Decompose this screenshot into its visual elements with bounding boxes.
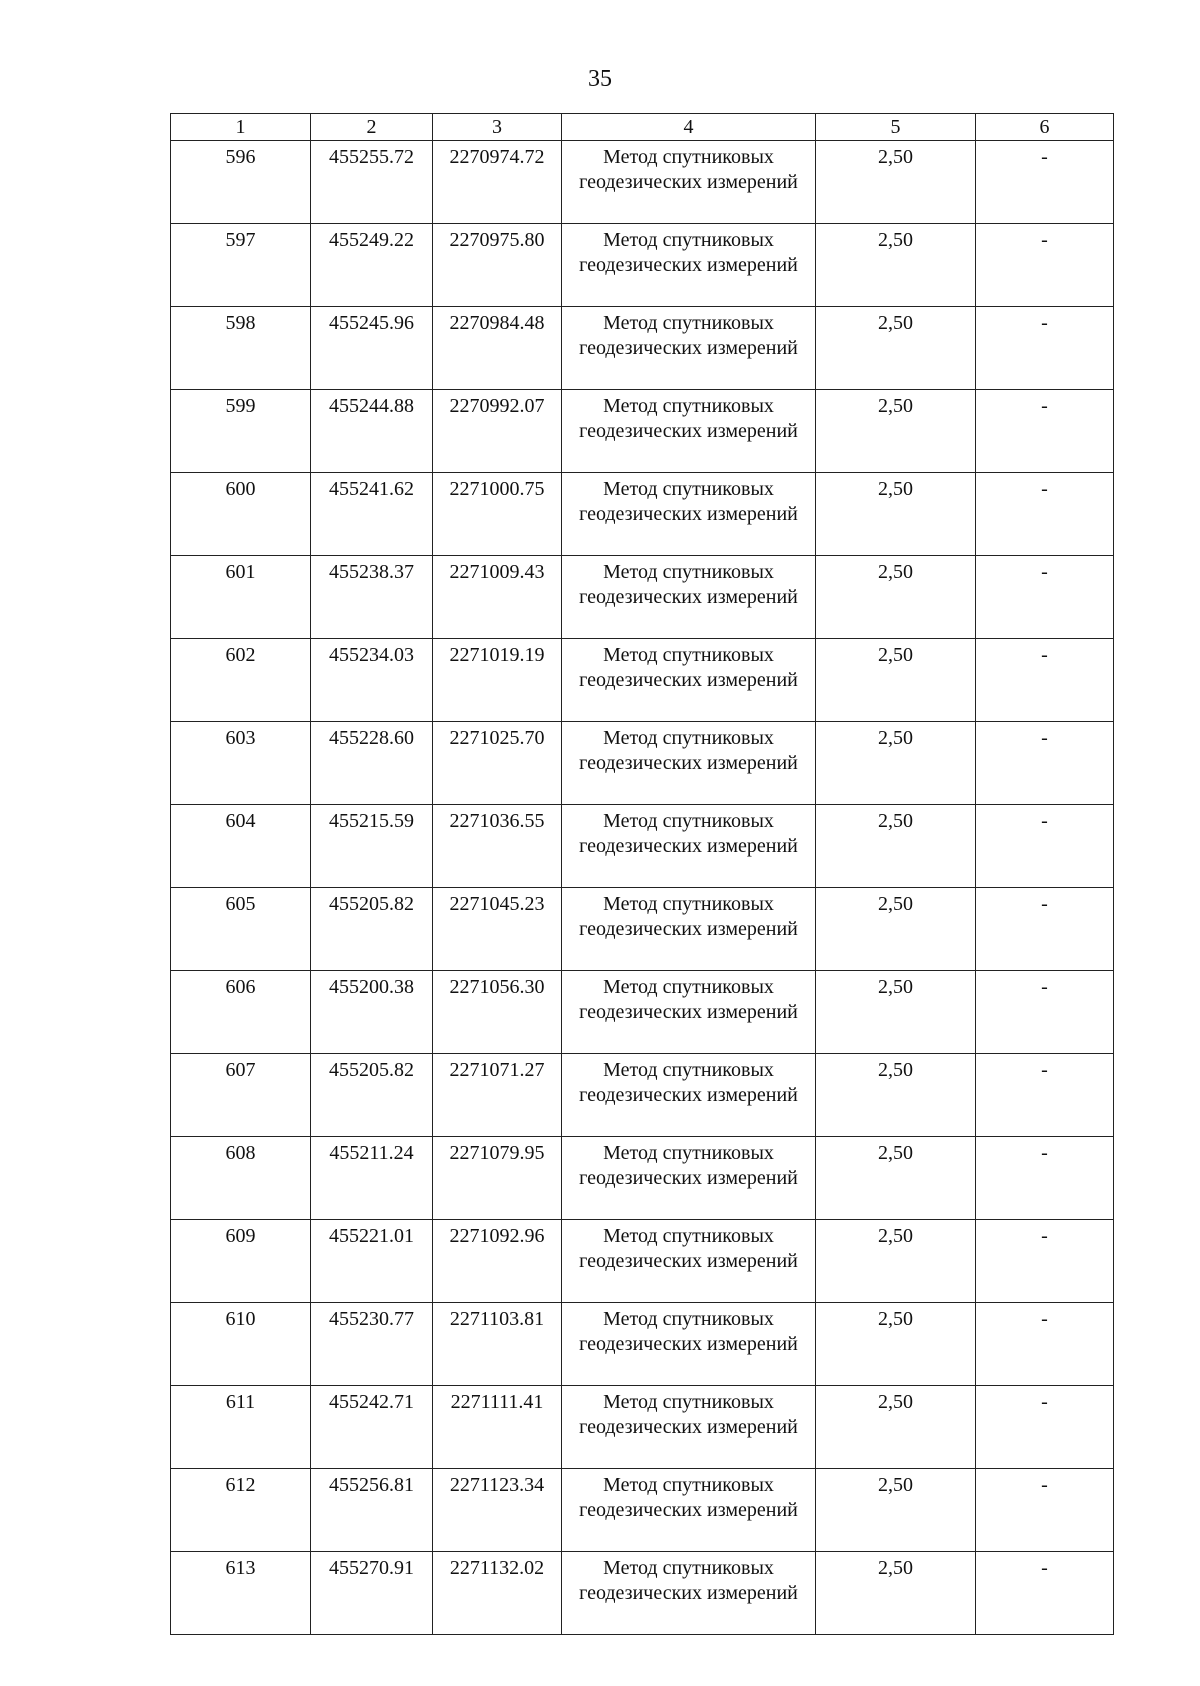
note-cell: - — [976, 1303, 1114, 1386]
point-number-cell: 612 — [171, 1469, 311, 1552]
x-coordinate-cell: 455200.38 — [311, 971, 433, 1054]
accuracy-cell: 2,50 — [816, 1469, 976, 1552]
method-cell: Метод спутниковых геодезических измерений — [562, 888, 816, 971]
y-coordinate-cell: 2271071.27 — [433, 1054, 562, 1137]
method-cell: Метод спутниковых геодезических измерений — [562, 1137, 816, 1220]
table-row — [171, 1054, 1114, 1137]
table-row — [171, 1220, 1114, 1303]
x-coordinate-cell: 455241.62 — [311, 473, 433, 556]
y-coordinate-cell: 2271123.34 — [433, 1469, 562, 1552]
point-number-cell: 605 — [171, 888, 311, 971]
method-cell: Метод спутниковых геодезических измерений — [562, 971, 816, 1054]
y-coordinate-cell: 2271000.75 — [433, 473, 562, 556]
method-cell: Метод спутниковых геодезических измерений — [562, 1386, 816, 1469]
table-row — [171, 1303, 1114, 1386]
method-cell: Метод спутниковых геодезических измерений — [562, 1552, 816, 1635]
header-cell-2: 2 — [311, 114, 433, 141]
method-cell: Метод спутниковых геодезических измерений — [562, 307, 816, 390]
method-cell: Метод спутниковых геодезических измерений — [562, 224, 816, 307]
x-coordinate-cell: 455256.81 — [311, 1469, 433, 1552]
method-cell: Метод спутниковых геодезических измерений — [562, 639, 816, 722]
y-coordinate-cell: 2270975.80 — [433, 224, 562, 307]
note-cell: - — [976, 556, 1114, 639]
y-coordinate-cell: 2270974.72 — [433, 141, 562, 224]
note-cell: - — [976, 1552, 1114, 1635]
x-coordinate-cell: 455270.91 — [311, 1552, 433, 1635]
method-cell: Метод спутниковых геодезических измерений — [562, 1303, 816, 1386]
table-row — [171, 722, 1114, 805]
coordinates-table — [170, 113, 1114, 1635]
table-row — [171, 888, 1114, 971]
note-cell: - — [976, 1220, 1114, 1303]
accuracy-cell: 2,50 — [816, 1220, 976, 1303]
point-number-cell: 597 — [171, 224, 311, 307]
table-row — [171, 1137, 1114, 1220]
method-cell: Метод спутниковых геодезических измерений — [562, 556, 816, 639]
x-coordinate-cell: 455242.71 — [311, 1386, 433, 1469]
y-coordinate-cell: 2271025.70 — [433, 722, 562, 805]
accuracy-cell: 2,50 — [816, 1386, 976, 1469]
y-coordinate-cell: 2270984.48 — [433, 307, 562, 390]
y-coordinate-cell: 2271056.30 — [433, 971, 562, 1054]
accuracy-cell: 2,50 — [816, 639, 976, 722]
y-coordinate-cell: 2271036.55 — [433, 805, 562, 888]
y-coordinate-cell: 2271111.41 — [433, 1386, 562, 1469]
note-cell: - — [976, 141, 1114, 224]
x-coordinate-cell: 455221.01 — [311, 1220, 433, 1303]
point-number-cell: 613 — [171, 1552, 311, 1635]
header-cell-3: 3 — [433, 114, 562, 141]
table-row — [171, 805, 1114, 888]
note-cell: - — [976, 639, 1114, 722]
header-cell-1: 1 — [171, 114, 311, 141]
point-number-cell: 604 — [171, 805, 311, 888]
table-row — [171, 390, 1114, 473]
y-coordinate-cell: 2270992.07 — [433, 390, 562, 473]
x-coordinate-cell: 455228.60 — [311, 722, 433, 805]
point-number-cell: 600 — [171, 473, 311, 556]
point-number-cell: 608 — [171, 1137, 311, 1220]
method-cell: Метод спутниковых геодезических измерений — [562, 473, 816, 556]
note-cell: - — [976, 1469, 1114, 1552]
table-row — [171, 971, 1114, 1054]
point-number-cell: 599 — [171, 390, 311, 473]
x-coordinate-cell: 455249.22 — [311, 224, 433, 307]
y-coordinate-cell: 2271132.02 — [433, 1552, 562, 1635]
table-row — [171, 224, 1114, 307]
y-coordinate-cell: 2271092.96 — [433, 1220, 562, 1303]
x-coordinate-cell: 455234.03 — [311, 639, 433, 722]
method-cell: Метод спутниковых геодезических измерений — [562, 141, 816, 224]
x-coordinate-cell: 455211.24 — [311, 1137, 433, 1220]
accuracy-cell: 2,50 — [816, 971, 976, 1054]
x-coordinate-cell: 455244.88 — [311, 390, 433, 473]
method-cell: Метод спутниковых геодезических измерений — [562, 1220, 816, 1303]
x-coordinate-cell: 455255.72 — [311, 141, 433, 224]
note-cell: - — [976, 473, 1114, 556]
y-coordinate-cell: 2271103.81 — [433, 1303, 562, 1386]
table-row — [171, 556, 1114, 639]
table-row — [171, 473, 1114, 556]
table-row — [171, 1469, 1114, 1552]
note-cell: - — [976, 805, 1114, 888]
point-number-cell: 610 — [171, 1303, 311, 1386]
accuracy-cell: 2,50 — [816, 722, 976, 805]
y-coordinate-cell: 2271045.23 — [433, 888, 562, 971]
accuracy-cell: 2,50 — [816, 1552, 976, 1635]
table-row — [171, 1386, 1114, 1469]
note-cell: - — [976, 1054, 1114, 1137]
accuracy-cell: 2,50 — [816, 888, 976, 971]
note-cell: - — [976, 307, 1114, 390]
table-row — [171, 1552, 1114, 1635]
point-number-cell: 602 — [171, 639, 311, 722]
point-number-cell: 596 — [171, 141, 311, 224]
table-body — [171, 141, 1114, 1635]
accuracy-cell: 2,50 — [816, 473, 976, 556]
x-coordinate-cell: 455205.82 — [311, 888, 433, 971]
accuracy-cell: 2,50 — [816, 556, 976, 639]
x-coordinate-cell: 455215.59 — [311, 805, 433, 888]
table-row — [171, 307, 1114, 390]
header-cell-4: 4 — [562, 114, 816, 141]
method-cell: Метод спутниковых геодезических измерений — [562, 390, 816, 473]
y-coordinate-cell: 2271009.43 — [433, 556, 562, 639]
x-coordinate-cell: 455245.96 — [311, 307, 433, 390]
accuracy-cell: 2,50 — [816, 1303, 976, 1386]
note-cell: - — [976, 971, 1114, 1054]
table-row — [171, 639, 1114, 722]
table-header-row — [171, 114, 1114, 141]
point-number-cell: 609 — [171, 1220, 311, 1303]
point-number-cell: 601 — [171, 556, 311, 639]
point-number-cell: 606 — [171, 971, 311, 1054]
header-cell-6: 6 — [976, 114, 1114, 141]
method-cell: Метод спутниковых геодезических измерений — [562, 1054, 816, 1137]
accuracy-cell: 2,50 — [816, 307, 976, 390]
x-coordinate-cell: 455238.37 — [311, 556, 433, 639]
page-number: 35 — [588, 66, 612, 92]
accuracy-cell: 2,50 — [816, 1137, 976, 1220]
note-cell: - — [976, 1137, 1114, 1220]
accuracy-cell: 2,50 — [816, 224, 976, 307]
method-cell: Метод спутниковых геодезических измерений — [562, 805, 816, 888]
note-cell: - — [976, 1386, 1114, 1469]
accuracy-cell: 2,50 — [816, 390, 976, 473]
accuracy-cell: 2,50 — [816, 141, 976, 224]
x-coordinate-cell: 455205.82 — [311, 1054, 433, 1137]
note-cell: - — [976, 390, 1114, 473]
note-cell: - — [976, 722, 1114, 805]
point-number-cell: 603 — [171, 722, 311, 805]
method-cell: Метод спутниковых геодезических измерений — [562, 1469, 816, 1552]
note-cell: - — [976, 224, 1114, 307]
accuracy-cell: 2,50 — [816, 805, 976, 888]
point-number-cell: 598 — [171, 307, 311, 390]
point-number-cell: 611 — [171, 1386, 311, 1469]
y-coordinate-cell: 2271019.19 — [433, 639, 562, 722]
point-number-cell: 607 — [171, 1054, 311, 1137]
header-cell-5: 5 — [816, 114, 976, 141]
accuracy-cell: 2,50 — [816, 1054, 976, 1137]
table-row — [171, 141, 1114, 224]
method-cell: Метод спутниковых геодезических измерений — [562, 722, 816, 805]
y-coordinate-cell: 2271079.95 — [433, 1137, 562, 1220]
x-coordinate-cell: 455230.77 — [311, 1303, 433, 1386]
note-cell: - — [976, 888, 1114, 971]
